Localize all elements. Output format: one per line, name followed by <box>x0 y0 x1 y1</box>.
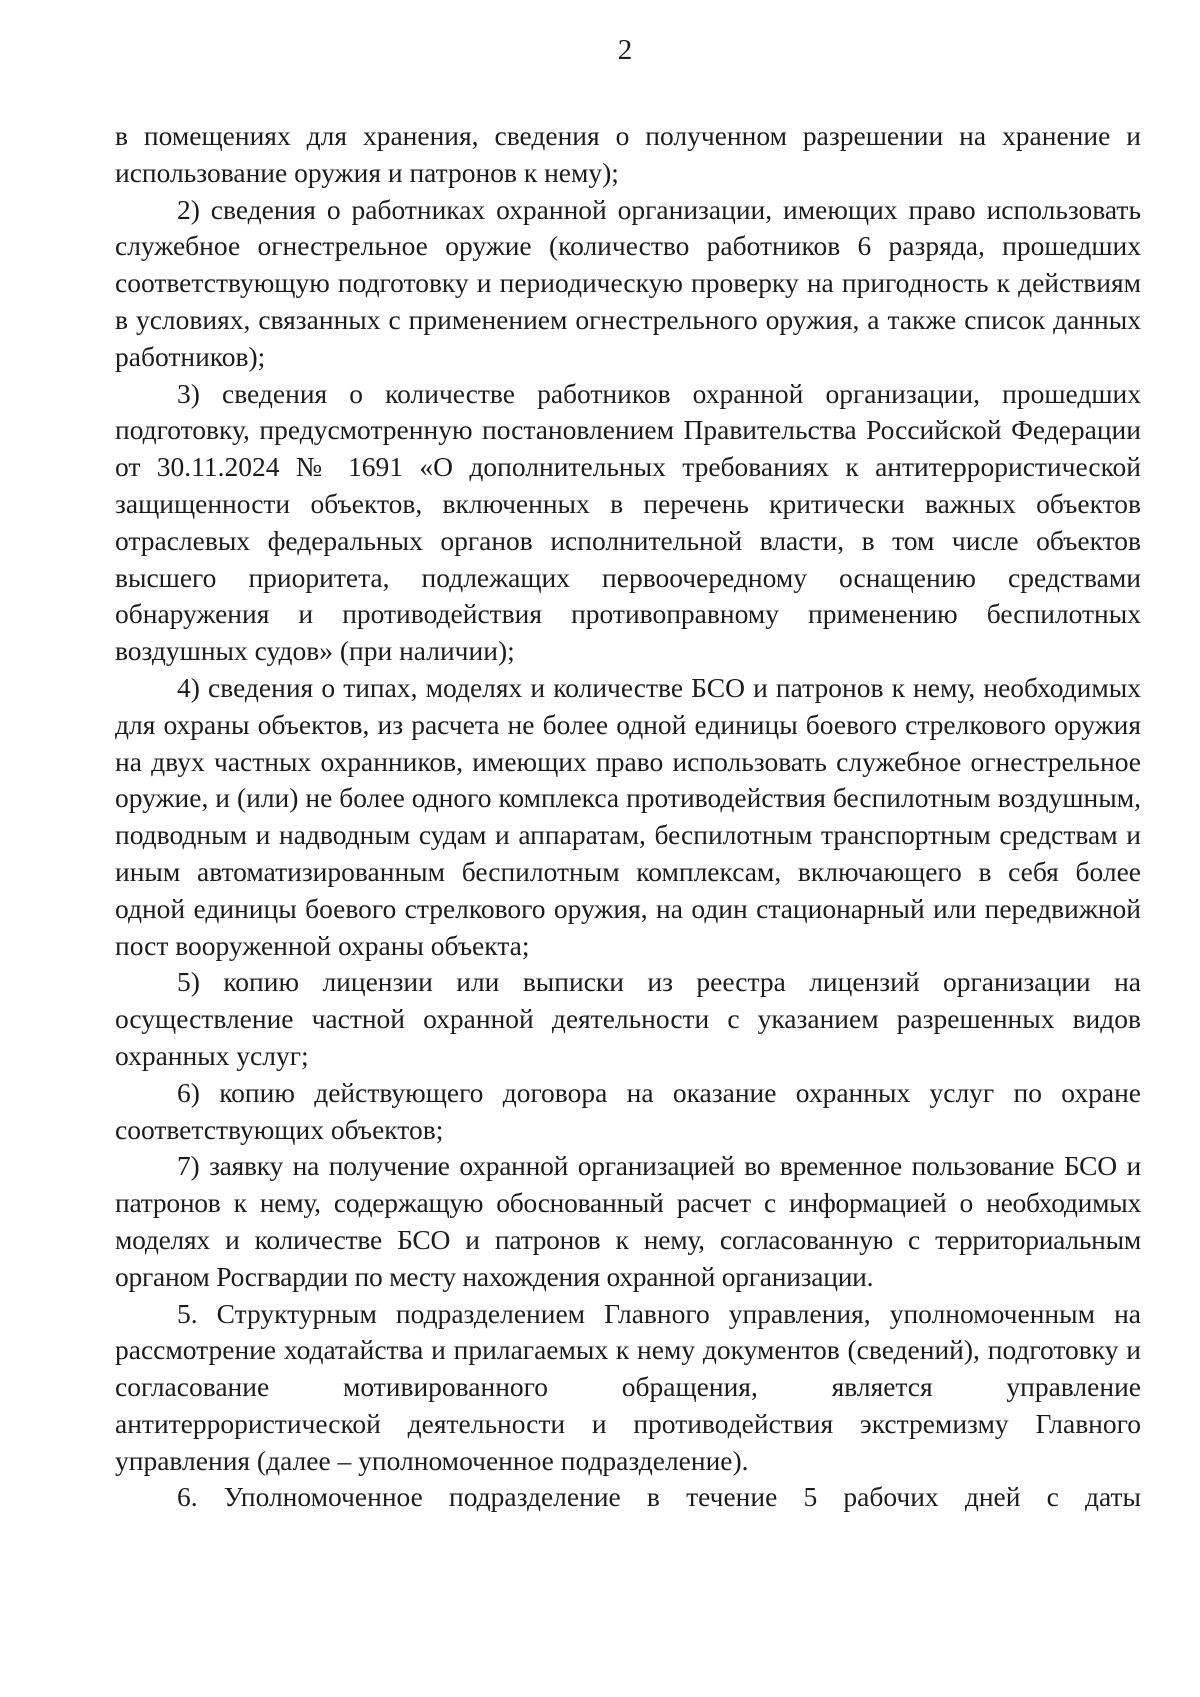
page-number: 2 <box>617 34 633 66</box>
paragraph-section-5: 5. Структурным подразделением Главного управления, уполномоченным на рассмотрение ходатайства и прилагаемых к нему документов (сведений), подготовку и согласование мотивированного обращения, является управление антитеррористической деятельности и противодействия экстремизму Главного управления (далее – уполномоченное подразделение). <box>115 1297 1141 1476</box>
paragraph-item-4: 4) сведения о типах, моделях и количестве БСО и патронов к нему, необходимых для охраны объектов, из расчета не более одной единицы боевого стрелкового оружия на двух частных охранников, имеющих право использовать служебное огнестрельное оружие, и (или) не более одного комплекса противодействия беспилотным воздушным, подводным и надводным судам и аппаратам, беспилотным транспортным средствам и иным автоматизированным беспилотным комплексам, включающего в себя более одной единицы боевого стрелкового оружия, на один стационарный или передвижной пост вооруженной охраны объекта; <box>115 671 1141 961</box>
paragraph-continuation: в помещениях для хранения, сведения о полученном разрешении на хранение и использование оружия и патронов к нему); <box>115 120 1141 188</box>
paragraph-section-6: 6. Уполномоченное подразделение в течение 5 рабочих дней с даты <box>177 1481 1141 1513</box>
paragraph-item-3: 3) сведения о количестве работников охранной организации, прошедших подготовку, предусмотренную постановлением Правительства Российской Федерации от 30.11.2024 № 1691 «О дополнительных требованиях к антитеррористической защищенности объектов, включенных в перечень критически важных объектов отраслевых федеральных органов исполнительной власти, в том числе объектов высшего приоритета, подлежащих первоочередному оснащению средствами обнаружения и противодействия противоправному применению беспилотных воздушных судов» (при наличии); <box>115 377 1141 667</box>
paragraph-item-6: 6) копию действующего договора на оказание охранных услуг по охране соответствующих объектов; <box>115 1076 1141 1145</box>
paragraph-item-2: 2) сведения о работниках охранной организации, имеющих право использовать служебное огнестрельное оружие (количество работников 6 разряда, прошедших соответствующую подготовку и периодическую проверку на пригодность к действиям в условиях, связанных с применением огнестрельного оружия, а также список данных работников); <box>115 193 1141 372</box>
paragraph-item-7: 7) заявку на получение охранной организацией во временное пользование БСО и патронов к нему, содержащую обоснованный расчет с информацией о необходимых моделях и количестве БСО и патронов к нему, согласованную с территориальным органом Росгвардии по месту нахождения охранной организации. <box>115 1150 1141 1292</box>
paragraph-item-5: 5) копию лицензии или выписки из реестра лицензий организации на осуществление частной охранной деятельности с указанием разрешенных видов охранных услуг; <box>115 966 1141 1071</box>
document-body <box>115 118 1141 1516</box>
